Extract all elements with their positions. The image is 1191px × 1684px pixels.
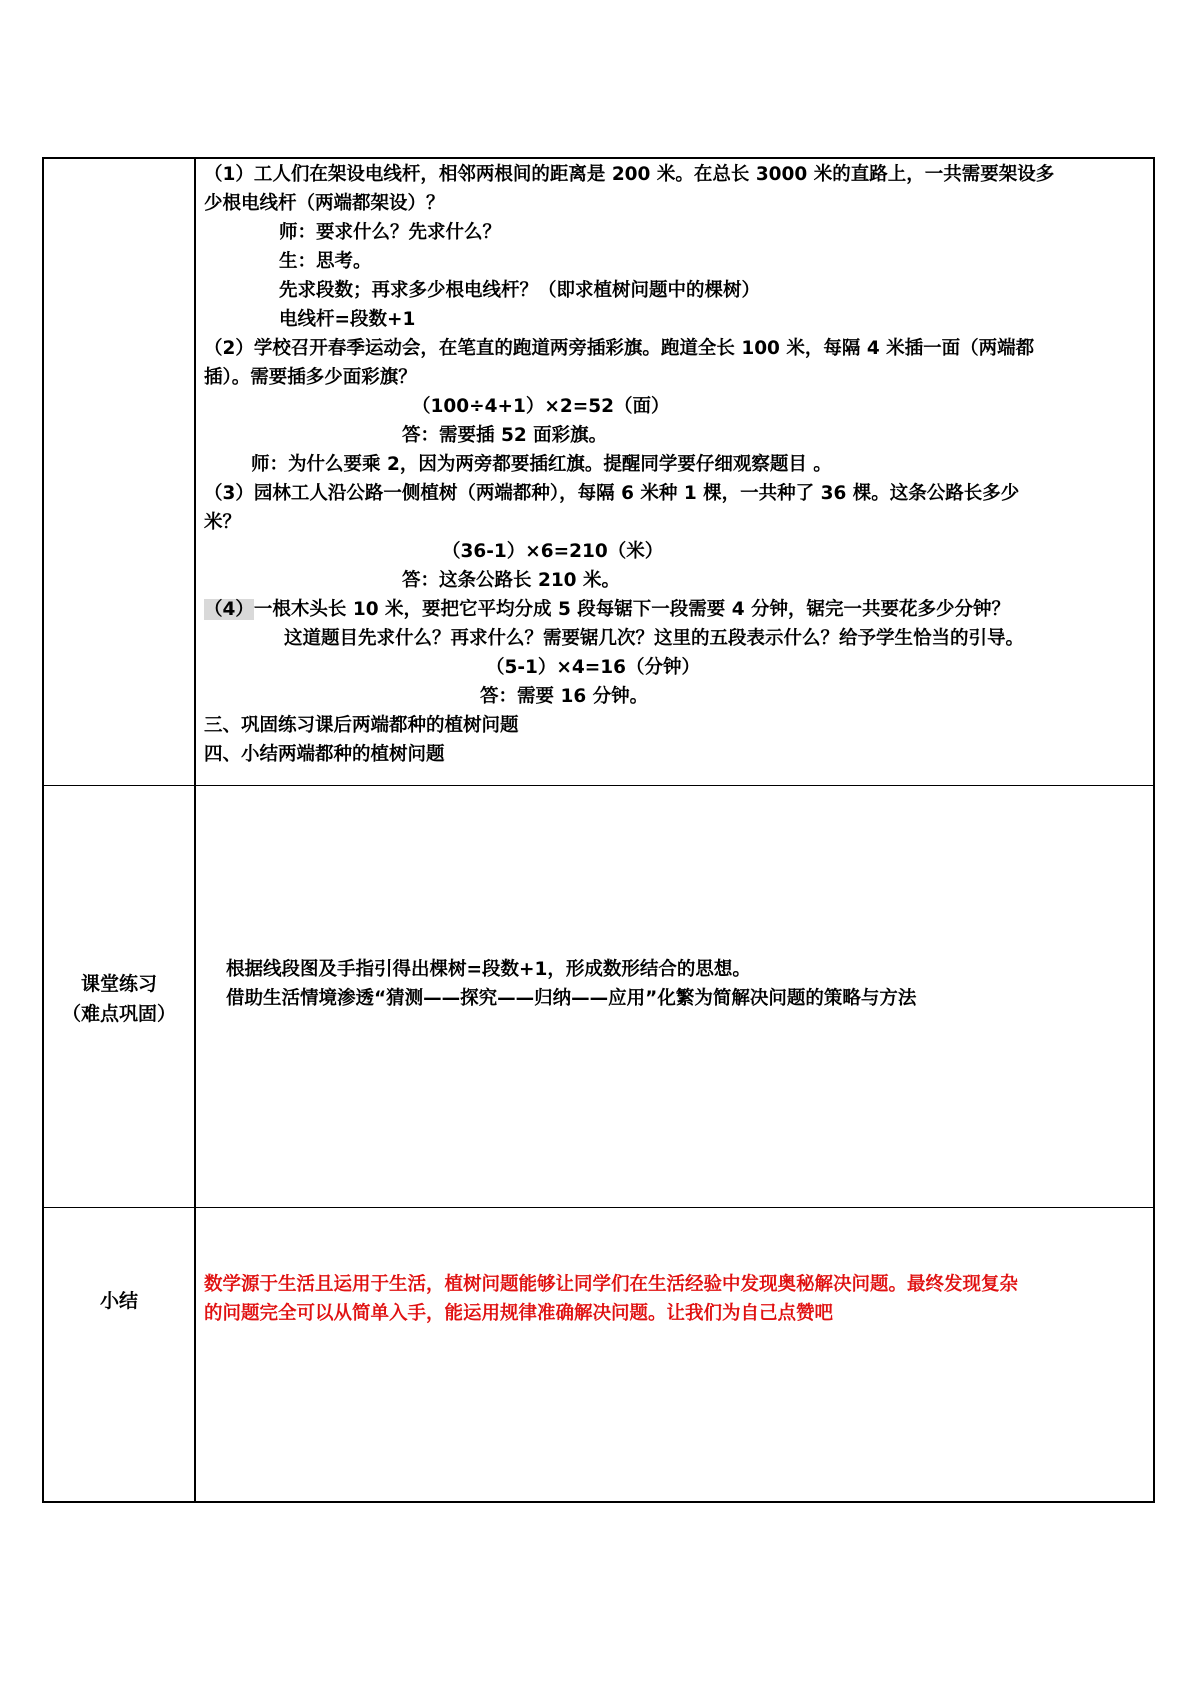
formula-line: （5-1）×4=16（分钟）: [486, 657, 701, 678]
text-line: 师：为什么要乘 2，因为两旁都要插红旗。提醒同学要仔细观察题目 。: [251, 454, 832, 475]
practice-label-line-1: 课堂练习: [80, 973, 157, 995]
text-line: 米？: [204, 512, 242, 533]
text-line: 师：要求什么？先求什么？: [279, 222, 502, 243]
text-line: 的问题完全可以从简单入手，能运用规律准确解决问题。让我们为自己点赞吧: [204, 1303, 834, 1324]
text-line: 数学源于生活且运用于生活，植树问题能够让同学们在生活经验中发现奥秘解决问题。最终发现复杂: [204, 1274, 1019, 1295]
question-4-text: 一根木头长 10 米，要把它平均分成 5 段每锯下一段需要 4 分钟，锯完一共要花多少分钟？: [253, 599, 1011, 620]
text-line: [204, 594, 1010, 625]
answer-line: 答：这条公路长 210 米。: [402, 570, 620, 591]
row-divider-2: [44, 1207, 1153, 1208]
text-line: 借助生活情境渗透“猜测——探究——归纳——应用”化繁为简解决问题的策略与方法: [226, 988, 917, 1009]
text-line: （1）工人们在架设电线杆，相邻两根间的距离是 200 米。在总长 3000 米的直路上，一共需要架设多: [204, 164, 1055, 185]
text-line: 少根电线杆（两端都架设）？: [204, 193, 445, 214]
answer-line: 答：需要插 52 面彩旗。: [402, 425, 608, 446]
text-line: 生：思考。: [279, 251, 372, 272]
lesson-plan-table: [42, 157, 1155, 1503]
text-line: 先求段数；再求多少根电线杆？（即求植树问题中的棵树）: [279, 280, 761, 301]
section-heading: 三、巩固练习课后两端都种的植树问题: [204, 715, 519, 736]
text-line: （3）园林工人沿公路一侧植树（两端都种），每隔 6 米种 1 棵，一共种了 36 棵。这条公路长多少: [204, 483, 1020, 504]
practice-label-line-2: （难点巩固）: [61, 1003, 176, 1025]
practice-label: [44, 969, 194, 1029]
formula-line: （100÷4+1）×2=52（面）: [412, 396, 670, 417]
column-divider: [194, 159, 196, 1501]
question-4-label: （4）: [204, 599, 254, 620]
summary-label: 小结: [99, 1290, 138, 1312]
text-line: 插）。需要插多少面彩旗？: [204, 367, 417, 388]
row-divider-1: [44, 785, 1153, 786]
answer-line: 答：需要 16 分钟。: [480, 686, 649, 707]
section-heading: 四、小结两端都种的植树问题: [204, 744, 445, 765]
text-line: （2）学校召开春季运动会，在笔直的跑道两旁插彩旗。跑道全长 100 米，每隔 4 米插一面（两端都: [204, 338, 1035, 359]
formula-line: （36-1）×6=210（米）: [442, 541, 664, 562]
text-line: 电线杆=段数+1: [279, 309, 416, 330]
text-line: 根据线段图及手指引得出棵树=段数+1，形成数形结合的思想。: [226, 959, 751, 980]
text-line: 这道题目先求什么？再求什么？需要锯几次？这里的五段表示什么？给予学生恰当的引导。: [284, 628, 1025, 649]
